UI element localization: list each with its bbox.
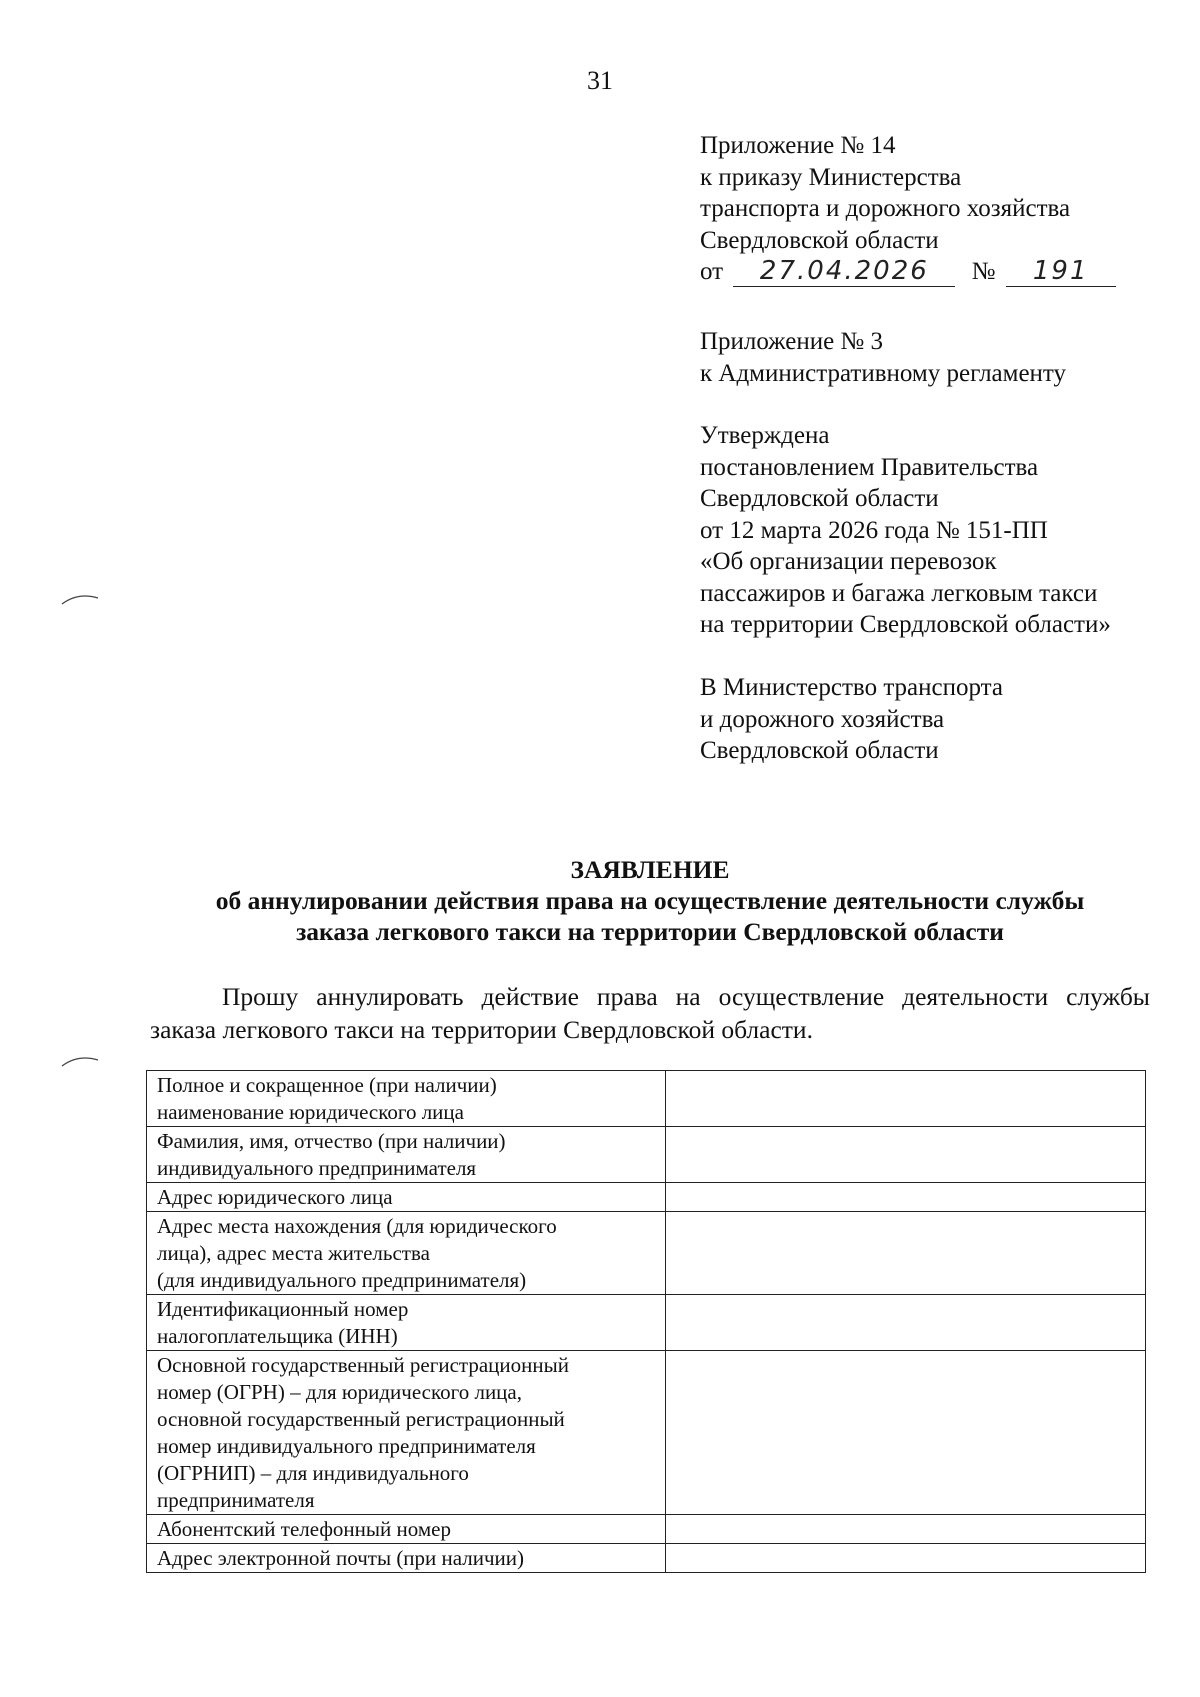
word: права xyxy=(596,982,658,1011)
table-row xyxy=(147,1212,1146,1295)
field-value-cell[interactable] xyxy=(665,1544,1145,1573)
scan-mark xyxy=(60,1054,100,1068)
field-value-cell[interactable] xyxy=(665,1127,1145,1183)
word: осуществление xyxy=(718,982,885,1011)
addressee-line: Свердловской области xyxy=(700,737,939,764)
scan-mark xyxy=(60,592,100,606)
appendix-14-block xyxy=(700,130,1160,256)
word: дорожного xyxy=(845,195,961,222)
approval-line: Свердловской области xyxy=(700,485,939,512)
word: службы xyxy=(1066,982,1150,1011)
title-line: заказа легкового такси на территории Свердловской области xyxy=(296,917,1004,946)
word: транспорта xyxy=(700,195,820,222)
field-value-cell[interactable] xyxy=(665,1515,1145,1544)
request-line-2: заказа легкового такси на территории Свердловской области. xyxy=(150,1015,813,1044)
field-value-cell[interactable] xyxy=(665,1351,1145,1515)
word: и xyxy=(825,195,840,222)
label-line: предпринимателя xyxy=(157,1488,315,1512)
field-value-cell[interactable] xyxy=(665,1071,1145,1127)
title-line: об аннулировании действия права на осуществление деятельности службы xyxy=(215,886,1085,915)
request-line-1 xyxy=(150,980,1150,1013)
appendix-14-line: к приказу Министерства xyxy=(700,163,962,191)
label-line: основной государственный регистрационный xyxy=(157,1407,565,1431)
word: на xyxy=(675,982,701,1011)
approval-line: постановлением Правительства xyxy=(700,453,1039,481)
word: аннулировать xyxy=(316,982,464,1011)
approval-line: на территории Свердловской области» xyxy=(700,611,1111,638)
appendix-3-block xyxy=(700,326,1066,389)
appendix-14-line: Свердловской области xyxy=(700,226,939,254)
word: деятельности xyxy=(902,982,1049,1011)
field-value-cell[interactable] xyxy=(665,1295,1145,1351)
table-row xyxy=(147,1127,1146,1183)
label-line: лица), адрес места жительства xyxy=(157,1241,430,1265)
word: Прошу xyxy=(222,982,299,1011)
field-label xyxy=(147,1295,666,1351)
table-row xyxy=(147,1295,1146,1351)
appendix-14-justified-line xyxy=(700,193,1160,225)
field-label xyxy=(147,1515,666,1544)
addressee-line: В Министерство транспорта xyxy=(700,674,1003,701)
word: действие xyxy=(481,982,579,1011)
approval-line: Утверждена xyxy=(700,422,830,449)
label-line: индивидуального предпринимателя xyxy=(157,1156,477,1180)
field-value-cell[interactable] xyxy=(665,1212,1145,1295)
field-label xyxy=(147,1544,666,1573)
approval-line: пассажиров и багажа легковым такси xyxy=(700,579,1098,607)
table-row xyxy=(147,1515,1146,1544)
label-line: Идентификационный номер xyxy=(157,1297,409,1321)
label-line: Адрес места нахождения (для юридического xyxy=(157,1214,557,1238)
statement-title xyxy=(140,854,1160,947)
approval-block xyxy=(700,420,1111,641)
label-line: Адрес юридического лица xyxy=(157,1185,393,1209)
label-line: номер (ОГРН) – для юридического лица, xyxy=(157,1380,522,1404)
label-line: (для индивидуального предпринимателя) xyxy=(157,1268,527,1292)
order-reference xyxy=(700,256,1116,287)
approval-line: от 12 марта 2026 года № 151-ПП xyxy=(700,516,1048,544)
request-paragraph xyxy=(150,980,1150,1046)
label-line: Фамилия, имя, отчество (при наличии) xyxy=(157,1129,506,1153)
order-number-handwritten: 191 xyxy=(1006,256,1116,287)
table-row xyxy=(147,1183,1146,1212)
label-line: номер индивидуального предпринимателя xyxy=(157,1434,536,1458)
field-label xyxy=(147,1351,666,1515)
table-row xyxy=(147,1071,1146,1127)
word: хозяйства xyxy=(966,195,1071,222)
label-line: наименование юридического лица xyxy=(157,1100,464,1124)
label-line: Полное и сокращенное (при наличии) xyxy=(157,1073,497,1097)
order-prefix: от xyxy=(700,258,724,285)
table-row xyxy=(147,1544,1146,1573)
appendix-14-line: Приложение № 14 xyxy=(700,132,896,159)
applicant-info-table xyxy=(146,1070,1146,1573)
page-number: 31 xyxy=(587,66,613,95)
addressee-line: и дорожного хозяйства xyxy=(700,705,945,733)
label-line: (ОГРНИП) – для индивидуального xyxy=(157,1461,469,1485)
field-label xyxy=(147,1071,666,1127)
label-line: Адрес электронной почты (при наличии) xyxy=(157,1546,525,1570)
appendix-3-line: Приложение № 3 xyxy=(700,328,884,355)
field-label xyxy=(147,1212,666,1295)
appendix-3-line: к Административному регламенту xyxy=(700,359,1067,387)
field-value-cell[interactable] xyxy=(665,1183,1145,1212)
order-number-sign: № xyxy=(971,258,996,285)
field-label xyxy=(147,1127,666,1183)
label-line: налогоплательщика (ИНН) xyxy=(157,1324,398,1348)
title-line: ЗАЯВЛЕНИЕ xyxy=(570,855,730,884)
addressee-block xyxy=(700,672,1003,767)
table-row xyxy=(147,1351,1146,1515)
order-date-handwritten: 27.04.2026 xyxy=(733,256,955,287)
label-line: Основной государственный регистрационный xyxy=(157,1353,569,1377)
label-line: Абонентский телефонный номер xyxy=(157,1517,451,1541)
field-label xyxy=(147,1183,666,1212)
approval-line: «Об организации перевозок xyxy=(700,548,997,575)
